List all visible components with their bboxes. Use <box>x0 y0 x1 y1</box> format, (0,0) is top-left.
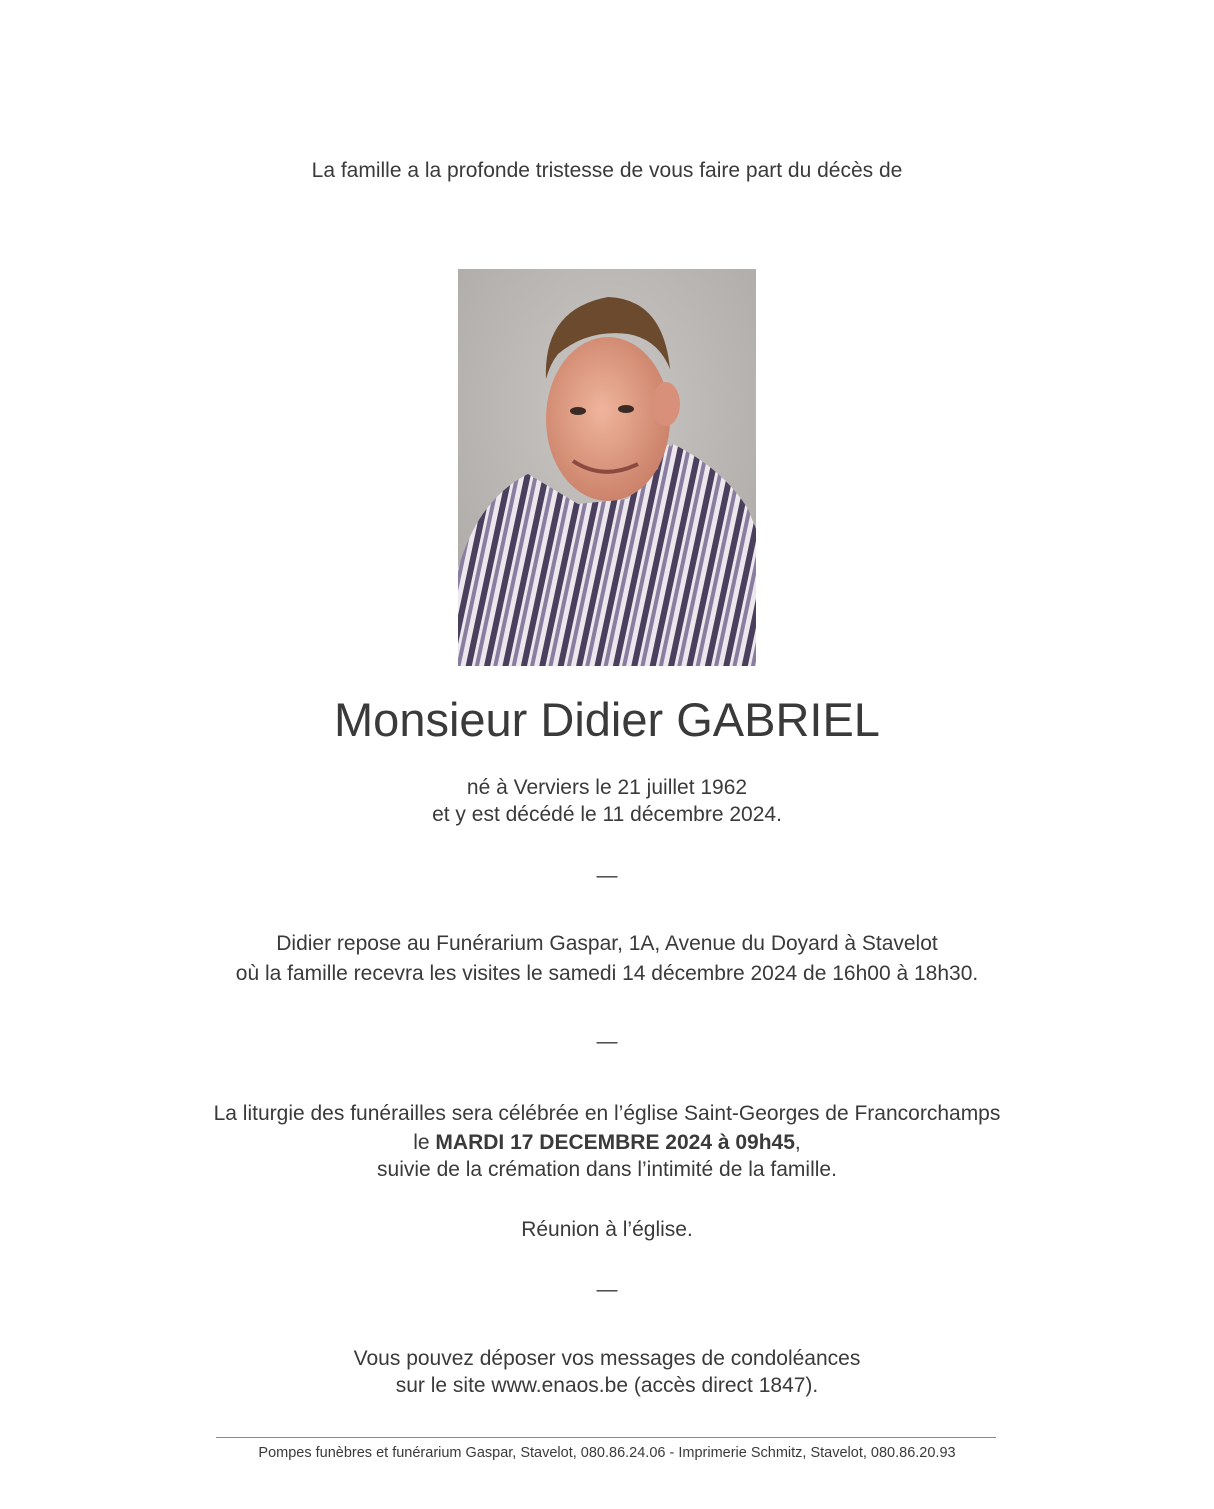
birth-line: né à Verviers le 21 juillet 1962 <box>466 776 748 799</box>
separator: — <box>596 1278 618 1301</box>
footer-text: Pompes funèbres et funérarium Gaspar, Stavelot, 080.86.24.06 - Imprimerie Schmitz, Stavelot, 080.86.20.93 <box>258 1445 956 1461</box>
funeral-date-suffix: , <box>794 1131 801 1154</box>
deceased-name: Monsieur Didier GABRIEL <box>334 693 880 746</box>
death-line: et y est décédé le 11 décembre 2024. <box>432 803 782 826</box>
separator: — <box>596 864 618 887</box>
portrait-photo <box>458 269 756 666</box>
intro-text: La famille a la profonde tristesse de vous faire part du décès de <box>311 159 903 182</box>
condolences-line-1: Vous pouvez déposer vos messages de condoléances <box>353 1347 861 1370</box>
funeral-date-prefix: le <box>413 1131 436 1154</box>
funeral-line-1: La liturgie des funérailles sera célébrée en l’église Saint-Georges de Francorchamps <box>213 1102 1001 1125</box>
funeral-date-line <box>0 1129 1214 1156</box>
condolences-line-2: sur le site www.enaos.be (accès direct 1847). <box>395 1374 819 1397</box>
visitation-line-1: Didier repose au Funérarium Gaspar, 1A, Avenue du Doyard à Stavelot <box>276 932 938 955</box>
funeral-line-3: suivie de la crémation dans l’intimité de la famille. <box>377 1158 837 1181</box>
meeting-line: Réunion à l’église. <box>521 1218 693 1241</box>
footer-divider <box>216 1437 996 1438</box>
funeral-date: MARDI 17 DECEMBRE 2024 à 09h45 <box>435 1131 795 1154</box>
separator: — <box>596 1030 618 1053</box>
visitation-line-2: où la famille recevra les visites le samedi 14 décembre 2024 de 16h00 à 18h30. <box>235 962 979 985</box>
